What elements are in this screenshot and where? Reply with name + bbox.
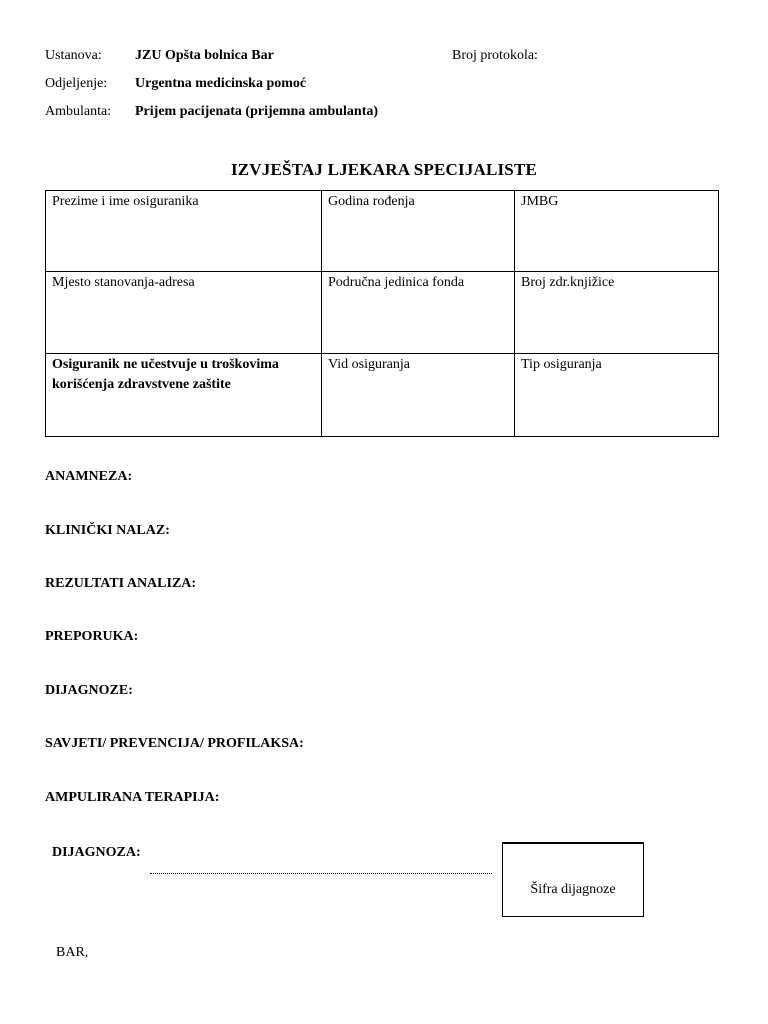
table-row bbox=[46, 354, 719, 437]
table-cell-address[interactable]: Mjesto stanovanja-adresa bbox=[46, 272, 322, 354]
table-cell-cost-exemption[interactable]: Osiguranik ne učestvuje u troškovima korišćenja zdravstvene zaštite bbox=[46, 354, 322, 437]
clinic-label: Ambulanta: bbox=[45, 104, 112, 119]
report-title: IZVJEŠTAJ LJEKARA SPECIJALISTE bbox=[230, 160, 538, 179]
section-clinical-findings: KLINIČKI NALAZ: bbox=[45, 523, 170, 538]
table-row bbox=[46, 272, 719, 354]
protocol-number-label: Broj protokola: bbox=[452, 48, 538, 63]
section-ampoule-therapy: AMPULIRANA TERAPIJA: bbox=[45, 790, 220, 805]
section-advice-prevention: SAVJETI/ PREVENCIJA/ PROFILAKSA: bbox=[45, 736, 304, 751]
diagnosis-code-label: Šifra dijagnoze bbox=[530, 882, 616, 897]
table-cell-insurance-type[interactable]: Tip osiguranja bbox=[515, 354, 719, 437]
section-recommendation: PREPORUKA: bbox=[45, 629, 139, 644]
institution-value: JZU Opšta bolnica Bar bbox=[135, 48, 274, 63]
patient-info-table bbox=[45, 190, 719, 437]
department-label: Odjeljenje: bbox=[45, 76, 108, 91]
diagnosis-label: DIJAGNOZA: bbox=[52, 845, 141, 860]
section-analysis-results: REZULTATI ANALIZA: bbox=[45, 576, 197, 591]
diagnosis-fill-line[interactable] bbox=[150, 873, 492, 874]
place-label: BAR, bbox=[56, 945, 89, 960]
table-row bbox=[46, 191, 719, 272]
table-cell-insurance-kind[interactable]: Vid osiguranja bbox=[322, 354, 515, 437]
table-cell-fund-unit[interactable]: Područna jedinica fonda bbox=[322, 272, 515, 354]
clinic-value: Prijem pacijenata (prijemna ambulanta) bbox=[135, 104, 379, 119]
table-cell-jmbg[interactable]: JMBG bbox=[515, 191, 719, 272]
section-diagnoses: DIJAGNOZE: bbox=[45, 683, 133, 698]
diagnosis-code-box[interactable] bbox=[502, 842, 644, 917]
institution-label: Ustanova: bbox=[45, 48, 102, 63]
table-cell-birth-year[interactable]: Godina rođenja bbox=[322, 191, 515, 272]
table-cell-health-card-number[interactable]: Broj zdr.knjižice bbox=[515, 272, 719, 354]
table-cell-patient-name[interactable]: Prezime i ime osiguranika bbox=[46, 191, 322, 272]
section-anamnesis: ANAMNEZA: bbox=[45, 469, 133, 484]
department-value: Urgentna medicinska pomoć bbox=[135, 76, 307, 91]
